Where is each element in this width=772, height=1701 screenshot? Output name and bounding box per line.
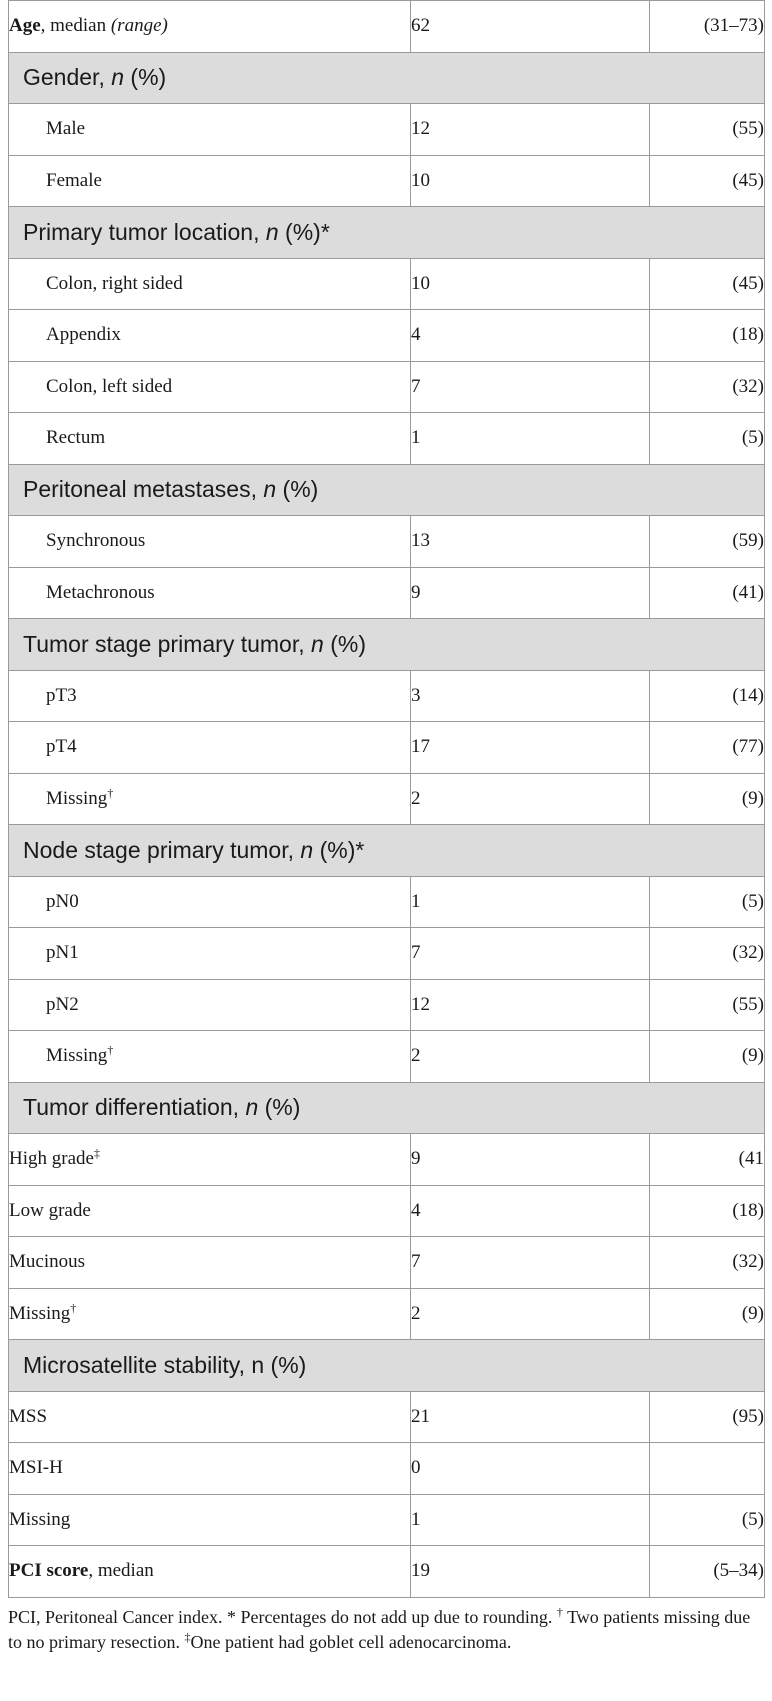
section-header-row: [9, 52, 765, 104]
section-title: Primary tumor location,: [23, 218, 266, 245]
row-label: [9, 1031, 411, 1083]
table-row: [9, 1, 765, 53]
table-row: [9, 1134, 765, 1186]
row-label-text: Male: [46, 118, 86, 140]
row-label-text: MSS: [9, 1405, 48, 1427]
section-title: Tumor differentiation,: [23, 1094, 246, 1121]
count-cell: 7: [411, 1237, 650, 1289]
table-row: [9, 670, 765, 722]
row-label-text: pN1: [46, 942, 79, 964]
table-row: [9, 258, 765, 310]
count-cell: 19: [411, 1546, 650, 1598]
count-cell: 4: [411, 1185, 650, 1237]
row-label: [9, 670, 411, 722]
table-row: [9, 1031, 765, 1083]
row-label: [9, 516, 411, 568]
row-label: [9, 1443, 411, 1495]
count-cell: 1: [411, 413, 650, 465]
row-label-text: Metachronous: [46, 581, 155, 603]
table-row: [9, 1288, 765, 1340]
section-title-suffix: (%)*: [278, 218, 330, 245]
percent-cell: (18): [650, 1185, 765, 1237]
count-cell: 0: [411, 1443, 650, 1495]
row-label: [9, 928, 411, 980]
row-label-text: Low grade: [9, 1199, 91, 1221]
row-label-text: pN0: [46, 890, 79, 912]
row-label: [9, 1494, 411, 1546]
footnote-text-1: PCI, Peritoneal Cancer index. * Percentages do not add up due to rounding.: [8, 1606, 557, 1627]
section-header-row: [9, 1340, 765, 1392]
table-row: [9, 1494, 765, 1546]
row-label-text: Rectum: [46, 427, 106, 449]
table-row: [9, 773, 765, 825]
row-label: [9, 258, 411, 310]
table-row: [9, 979, 765, 1031]
table-row: [9, 413, 765, 465]
footnote-text-3: One patient had goblet cell adenocarcinoma.: [190, 1631, 512, 1652]
count-cell: 2: [411, 1288, 650, 1340]
table-row: [9, 1546, 765, 1598]
row-label-bold: PCI score: [9, 1560, 89, 1582]
section-header: [9, 207, 765, 259]
row-label: [9, 155, 411, 207]
percent-cell: (45): [650, 258, 765, 310]
section-title-suffix: (%): [258, 1094, 301, 1121]
row-label: [9, 979, 411, 1031]
row-label: [9, 1288, 411, 1340]
percent-cell: (9): [650, 773, 765, 825]
table-footnote: [8, 1605, 764, 1655]
section-title-italic: n: [311, 630, 324, 657]
footnote-dagger: †: [556, 1604, 563, 1619]
percent-cell: (31–73): [650, 1, 765, 53]
table-row: [9, 928, 765, 980]
section-header-row: [9, 825, 765, 877]
count-cell: 10: [411, 155, 650, 207]
row-label: [9, 876, 411, 928]
section-title-suffix: (%): [124, 64, 167, 91]
table-row: [9, 361, 765, 413]
section-title-suffix: (%)*: [313, 836, 365, 863]
table-row: [9, 876, 765, 928]
table-row: [9, 310, 765, 362]
percent-cell: (32): [650, 1237, 765, 1289]
percent-cell: (18): [650, 310, 765, 362]
row-label-text: Synchronous: [46, 530, 146, 552]
percent-cell: (14): [650, 670, 765, 722]
count-cell: 3: [411, 670, 650, 722]
section-title: Tumor stage primary tumor,: [23, 630, 312, 657]
row-label-text: MSI-H: [9, 1457, 63, 1479]
row-label: [9, 310, 411, 362]
row-label-text: pT4: [46, 736, 77, 758]
percent-cell: (5–34): [650, 1546, 765, 1598]
row-label: [9, 773, 411, 825]
table-row: [9, 1391, 765, 1443]
percent-cell: (9): [650, 1031, 765, 1083]
table-body: [9, 1, 765, 1598]
row-label-text: Missing: [9, 1302, 71, 1324]
section-header: [9, 1082, 765, 1134]
table-row: [9, 1443, 765, 1495]
row-label-italic: (range): [110, 15, 168, 37]
section-header: [9, 52, 765, 104]
row-label: [9, 567, 411, 619]
section-title-italic: n: [111, 64, 125, 91]
table-row: [9, 722, 765, 774]
table-row: [9, 155, 765, 207]
row-label-text: Colon, right sided: [46, 272, 183, 294]
section-title-italic: n: [265, 218, 279, 245]
row-label-text: High grade: [9, 1148, 94, 1170]
section-header-row: [9, 464, 765, 516]
count-cell: 12: [411, 979, 650, 1031]
percent-cell: (55): [650, 979, 765, 1031]
count-cell: 9: [411, 567, 650, 619]
count-cell: 7: [411, 928, 650, 980]
section-title-italic: n: [300, 836, 314, 863]
percent-cell: (59): [650, 516, 765, 568]
section-header-row: [9, 619, 765, 671]
percent-cell: (77): [650, 722, 765, 774]
row-label: [9, 722, 411, 774]
footnote-marker: †: [70, 1300, 77, 1315]
row-label-text: pT3: [46, 684, 77, 706]
document-page: [8, 0, 764, 1655]
section-title: Microsatellite stability, n (%): [23, 1351, 307, 1378]
section-title: Gender,: [23, 64, 112, 91]
row-label-text: Missing: [46, 787, 108, 809]
count-cell: 10: [411, 258, 650, 310]
percent-cell: (5): [650, 413, 765, 465]
percent-cell: [650, 1443, 765, 1495]
row-label: [9, 1546, 411, 1598]
row-label-text: , median: [88, 1560, 154, 1582]
percent-cell: (5): [650, 876, 765, 928]
footnote-marker: †: [107, 785, 114, 800]
table-row: [9, 516, 765, 568]
count-cell: 62: [411, 1, 650, 53]
footnote-text-2: Two patients missing due to no primary resection.: [8, 1606, 751, 1652]
row-label-text: Female: [46, 169, 102, 191]
row-label: [9, 1134, 411, 1186]
percent-cell: (41): [650, 567, 765, 619]
row-label-text: , median: [40, 15, 111, 37]
row-label: [9, 361, 411, 413]
table-row: [9, 1185, 765, 1237]
count-cell: 12: [411, 104, 650, 156]
count-cell: 13: [411, 516, 650, 568]
percent-cell: (32): [650, 361, 765, 413]
section-title-suffix: (%): [323, 630, 366, 657]
table-row: [9, 104, 765, 156]
section-header: [9, 464, 765, 516]
count-cell: 2: [411, 1031, 650, 1083]
row-label: [9, 1391, 411, 1443]
patient-characteristics-table: [8, 0, 765, 1598]
section-title-italic: n: [245, 1094, 259, 1121]
percent-cell: (55): [650, 104, 765, 156]
table-row: [9, 567, 765, 619]
section-header-row: [9, 207, 765, 259]
percent-cell: (45): [650, 155, 765, 207]
row-label-text: Missing: [46, 1045, 108, 1067]
row-label: [9, 1237, 411, 1289]
section-header: [9, 1340, 765, 1392]
percent-cell: (5): [650, 1494, 765, 1546]
count-cell: 21: [411, 1391, 650, 1443]
section-header: [9, 619, 765, 671]
percent-cell: (9): [650, 1288, 765, 1340]
count-cell: 7: [411, 361, 650, 413]
row-label: [9, 104, 411, 156]
footnote-marker: †: [107, 1043, 114, 1058]
count-cell: 2: [411, 773, 650, 825]
row-label-text: Missing: [9, 1508, 71, 1530]
count-cell: 1: [411, 876, 650, 928]
section-header: [9, 825, 765, 877]
row-label: [9, 1185, 411, 1237]
row-label-text: Mucinous: [9, 1251, 85, 1273]
section-title-italic: n: [263, 476, 277, 503]
section-header-row: [9, 1082, 765, 1134]
footnote-double-dagger: ‡: [184, 1629, 191, 1644]
count-cell: 9: [411, 1134, 650, 1186]
section-title: Peritoneal metastases,: [23, 476, 264, 503]
section-title: Node stage primary tumor,: [23, 836, 301, 863]
section-title-suffix: (%): [276, 476, 319, 503]
row-label-bold: Age: [9, 15, 41, 37]
footnote-marker: ‡: [93, 1146, 100, 1161]
row-label-text: pN2: [46, 993, 79, 1015]
count-cell: 17: [411, 722, 650, 774]
count-cell: 1: [411, 1494, 650, 1546]
percent-cell: (41: [650, 1134, 765, 1186]
percent-cell: (95): [650, 1391, 765, 1443]
table-row: [9, 1237, 765, 1289]
row-label-text: Appendix: [46, 324, 121, 346]
percent-cell: (32): [650, 928, 765, 980]
count-cell: 4: [411, 310, 650, 362]
row-label-text: Colon, left sided: [46, 375, 173, 397]
row-label: [9, 413, 411, 465]
row-label: [9, 1, 411, 53]
